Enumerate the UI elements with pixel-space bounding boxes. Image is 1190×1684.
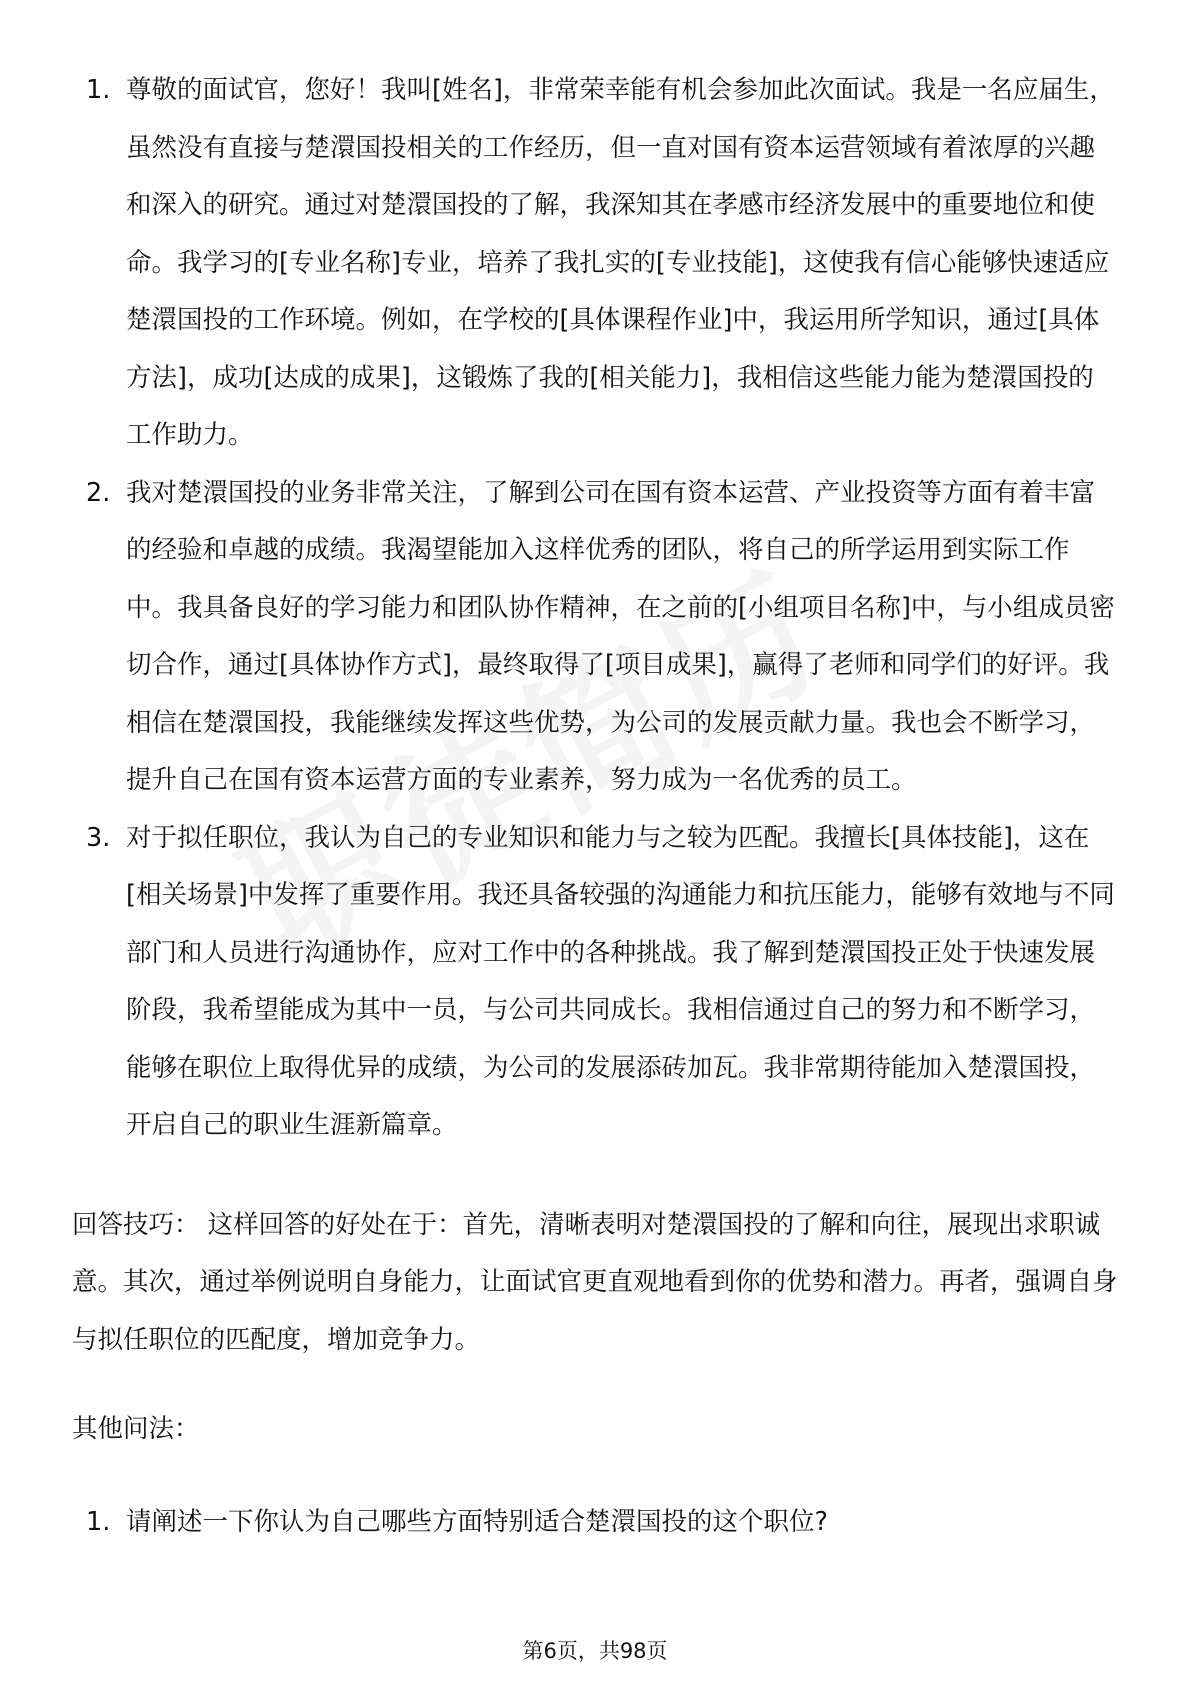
list-item [0, 1494, 1190, 1552]
list-item-number: 3. [86, 822, 111, 853]
page-footer: 第6页，共98页 [522, 1639, 668, 1663]
list-item-number: 1. [86, 1506, 111, 1537]
list-item-text: 对于拟任职位，我认为自己的专业知识和能力与之较为匹配。我擅长[具体技能]，这在[相关场景]中发挥了重要作用。我还具备较强的沟通能力和抗压能力，能够有效地与不同部门和人员进行沟通协作，应对工作中的各种挑战。我了解到楚澴国投正处于快速发展阶段，我希望能成为其中一员，与公司共同成长。我相信通过自己的努力和不断学习，能够在职位上取得优异的成绩，为公司的发展添砖加瓦。我非常期待能加入楚澴国投，开启自己的职业生涯新篇章。 [126, 822, 1115, 1140]
list-item-text: 请阐述一下你认为自己哪些方面特别适合楚澴国投的这个职位? [126, 1506, 829, 1537]
list-item [0, 810, 1190, 1155]
list-item [0, 465, 1190, 810]
list-item-number: 1. [86, 75, 111, 105]
answer-tips: 回答技巧： 这样回答的好处在于：首先，清晰表明对楚澴国投的了解和向往，展现出求职诚意。其次，通过举例说明自身能力，让面试官更直观地看到你的优势和潜力。再者，强调自身与拟任职位的匹配度，增加竞争力。 [72, 1209, 1118, 1355]
list-item [0, 62, 1190, 465]
page-content [0, 62, 1190, 1551]
list-item-text: 尊敬的面试官，您好！我叫[姓名]，非常荣幸能有机会参加此次面试。我是一名应届生，虽然没有直接与楚澴国投相关的工作经历，但一直对国有资本运营领域有着浓厚的兴趣和深入的研究。通过对楚澴国投的了解，我深知其在孝感市经济发展中的重要地位和使命。我学习的[专业名称]专业，培养了我扎实的[专业技能]，这使我有信心能够快速适应楚澴国投的工作环境。例如，在学校的[具体课程作业]中，我运用所学知识，通过[具体方法]，成功[达成的成果]，这锻炼了我的[相关能力]，我相信这些能力能为楚澴国投的工作助力。 [126, 75, 1115, 450]
list-item-number: 2. [86, 477, 111, 508]
list-item-text: 我对楚澴国投的业务非常关注，了解到公司在国有资本运营、产业投资等方面有着丰富的经验和卓越的成绩。我渴望能加入这样优秀的团队，将自己的所学运用到实际工作中。我具备良好的学习能力和团队协作精神，在之前的[小组项目名称]中，与小组成员密切合作，通过[具体协作方式]，最终取得了[项目成果]，赢得了老师和同学们的好评。我相信在楚澴国投，我能继续发挥这些优势，为公司的发展贡献力量。我也会不断学习，提升自己在国有资本运营方面的专业素养，努力成为一名优秀的员工。 [126, 477, 1115, 795]
other-questions-list [0, 1459, 1190, 1552]
other-questions-label: 其他问法： [72, 1414, 200, 1444]
answer-list [0, 62, 1190, 1155]
